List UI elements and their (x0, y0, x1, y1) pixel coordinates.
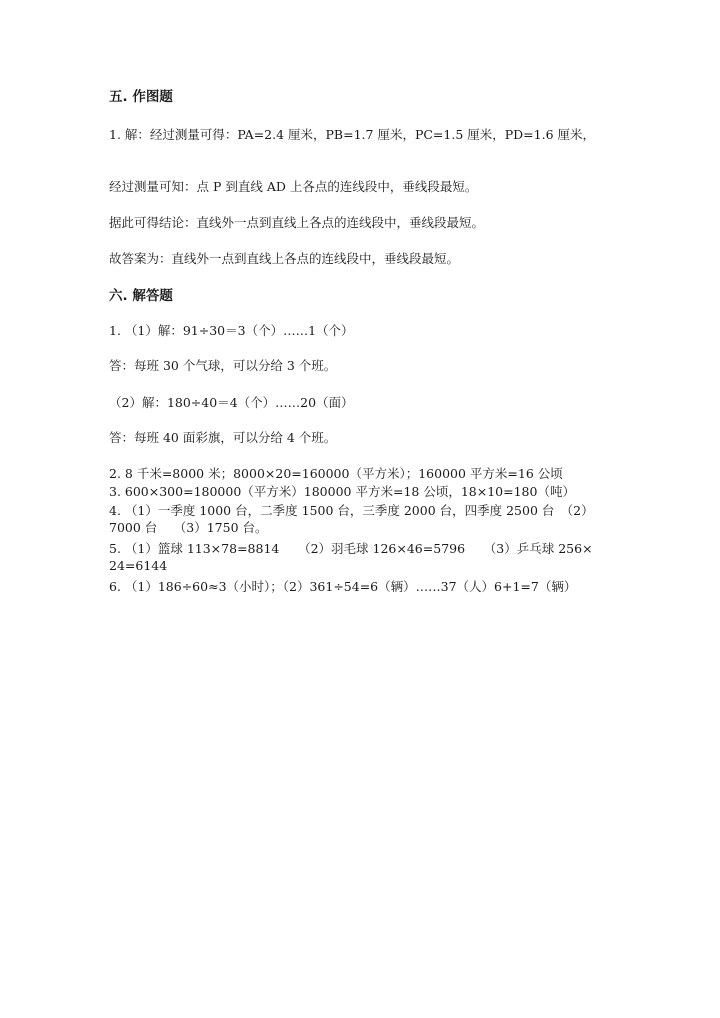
section-6-q5: 5. （1）篮球 113×78=8814 （2）羽毛球 126×46=5796 （3）乒乓球 256×24=6144 (109, 541, 593, 573)
section-6-q6: 6. （1）186÷60≈3（小时）；（2）361÷54=6（辆）……37（人）6+1=7（辆） (109, 579, 577, 594)
section-6-q3: 3. 600×300=180000（平方米）180000 平方米=18 公顷，18×10=180（吨） (109, 484, 575, 499)
section-5-q1-conclusion: 据此可得结论：直线外一点到直线上各点的连线段中，垂线段最短。 (109, 215, 485, 230)
section-5-q1-measurements: 1. 解：经过测量可得：PA=2.4 厘米，PB=1.7 厘米，PC=1.5 厘米，PD=1.6 厘米， (109, 127, 595, 142)
section-6-q1-answer2: 答：每班 40 面彩旗，可以分给 4 个班。 (109, 430, 337, 445)
section-5-title: 五. 作图题 (109, 89, 173, 105)
section-5-q1-answer: 故答案为：直线外一点到直线上各点的连线段中，垂线段最短。 (109, 251, 460, 266)
section-6-q1-answer1: 答：每班 30 个气球，可以分给 3 个班。 (109, 358, 337, 373)
section-6-q1-part1: 1. （1）解：91÷30＝3（个）……1（个） (109, 323, 354, 338)
section-6-q4: 4. （1）一季度 1000 台，二季度 1500 台，三季度 2000 台，四季度 2500 台 （2）7000 台 （3）1750 台。 (109, 503, 594, 535)
section-6-q2: 2. 8 千米=8000 米；8000×20=160000（平方米）；160000 平方米=16 公顷 (109, 466, 563, 481)
section-5-q1-observation: 经过测量可知：点 P 到直线 AD 上各点的连线段中，垂线段最短。 (109, 179, 478, 194)
section-6-title: 六. 解答题 (109, 288, 173, 304)
section-6-q1-part2: （2）解：180÷40＝4（个）……20（面） (109, 395, 354, 410)
